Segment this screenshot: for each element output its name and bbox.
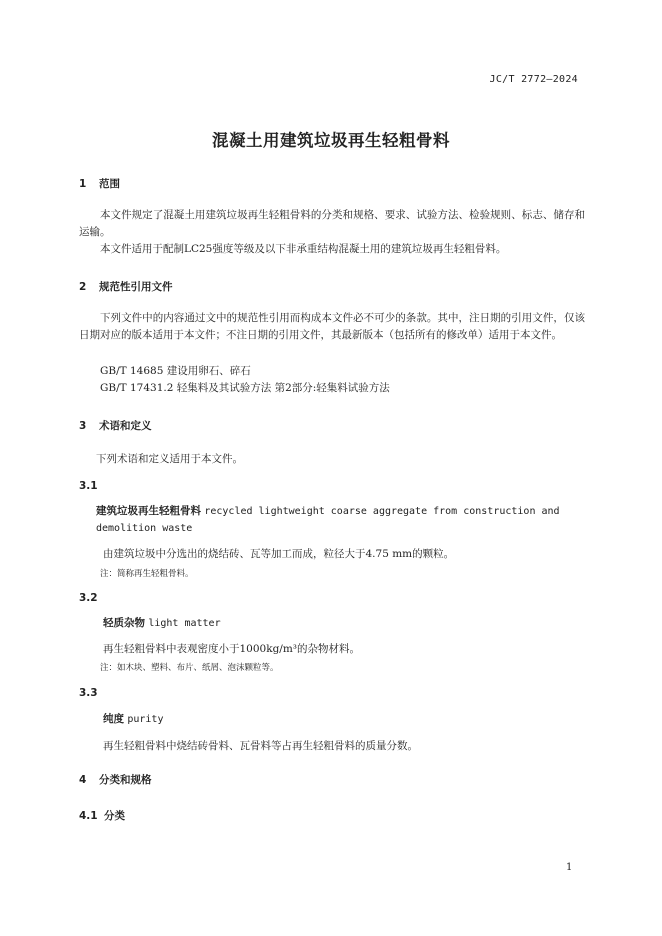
reference-item: GB/T 14685 建设用卵石、碎石: [100, 365, 251, 377]
term-definition: 再生轻粗骨料中烧结砖骨料、瓦骨料等占再生轻粗骨料的质量分数。: [103, 740, 418, 752]
term-name-en: light matter: [148, 618, 221, 629]
reference-item: GB/T 17431.2 轻集料及其试验方法 第2部分:轻集料试验方法: [100, 382, 390, 394]
section-4-heading: [79, 772, 152, 787]
subsection-title: 分类: [104, 810, 125, 822]
section-1-heading: [79, 176, 120, 191]
section-3-heading: [79, 418, 152, 433]
section-title: 分类和规格: [99, 774, 152, 786]
subsection-3-2-number: 3.2: [79, 592, 98, 604]
term-name-cn: 轻质杂物: [103, 617, 145, 629]
section-title: 范围: [99, 178, 120, 190]
subsection-number: 4.1: [79, 810, 98, 822]
section-number: 4: [79, 774, 87, 786]
term-name-cn: 建筑垃圾再生轻粗骨料: [96, 505, 201, 517]
standard-code: JC/T 2772—2024: [489, 74, 578, 85]
section-1-paragraph-1: 本文件规定了混凝土用建筑垃圾再生轻粗骨料的分类和规格、要求、试验方法、检验规则、标志、储存和运输。: [79, 209, 585, 238]
section-3-paragraph-1: 下列术语和定义适用于本文件。: [96, 453, 243, 465]
section-title: 规范性引用文件: [99, 281, 173, 293]
section-title: 术语和定义: [99, 420, 152, 432]
term-name-cn: 纯度: [103, 713, 124, 725]
subsection-3-1-number: 3.1: [79, 480, 98, 492]
term-note: 注：简称再生轻粗骨料。: [100, 569, 194, 579]
page-number: 1: [566, 862, 573, 873]
term-name-en: purity: [127, 714, 164, 725]
term-definition: 由建筑垃圾中分选出的烧结砖、瓦等加工而成，粒径大于4.75 mm的颗粒。: [103, 548, 455, 560]
term-name-en: recycled lightweight coarse aggregate from construction and demolition waste: [96, 506, 560, 534]
term-definition: 再生轻粗骨料中表观密度小于1000kg/m³的杂物材料。: [103, 643, 361, 655]
term-3-2: [103, 615, 583, 632]
section-2-heading: [79, 279, 173, 294]
section-number: 2: [79, 281, 87, 293]
term-note: 注：如木块、塑料、布片、纸屑、泡沫颗粒等。: [100, 663, 279, 673]
section-1-paragraph-2: 本文件适用于配制LC25强度等级及以下非承重结构混凝土用的建筑垃圾再生轻粗骨料。: [100, 243, 507, 255]
subsection-4-1-heading: [79, 808, 125, 823]
document-title: 混凝土用建筑垃圾再生轻粗骨料: [212, 131, 450, 150]
section-number: 1: [79, 178, 87, 190]
term-3-1: [96, 503, 576, 537]
subsection-3-3-number: 3.3: [79, 687, 98, 699]
section-number: 3: [79, 420, 87, 432]
section-2-paragraph-1: 下列文件中的内容通过文中的规范性引用而构成本文件必不可少的条款。其中，注日期的引用文件，仅该日期对应的版本适用于本文件；不注日期的引用文件，其最新版本（包括所有的修改单）适用于本文件。: [79, 312, 585, 341]
term-3-3: [103, 711, 583, 728]
